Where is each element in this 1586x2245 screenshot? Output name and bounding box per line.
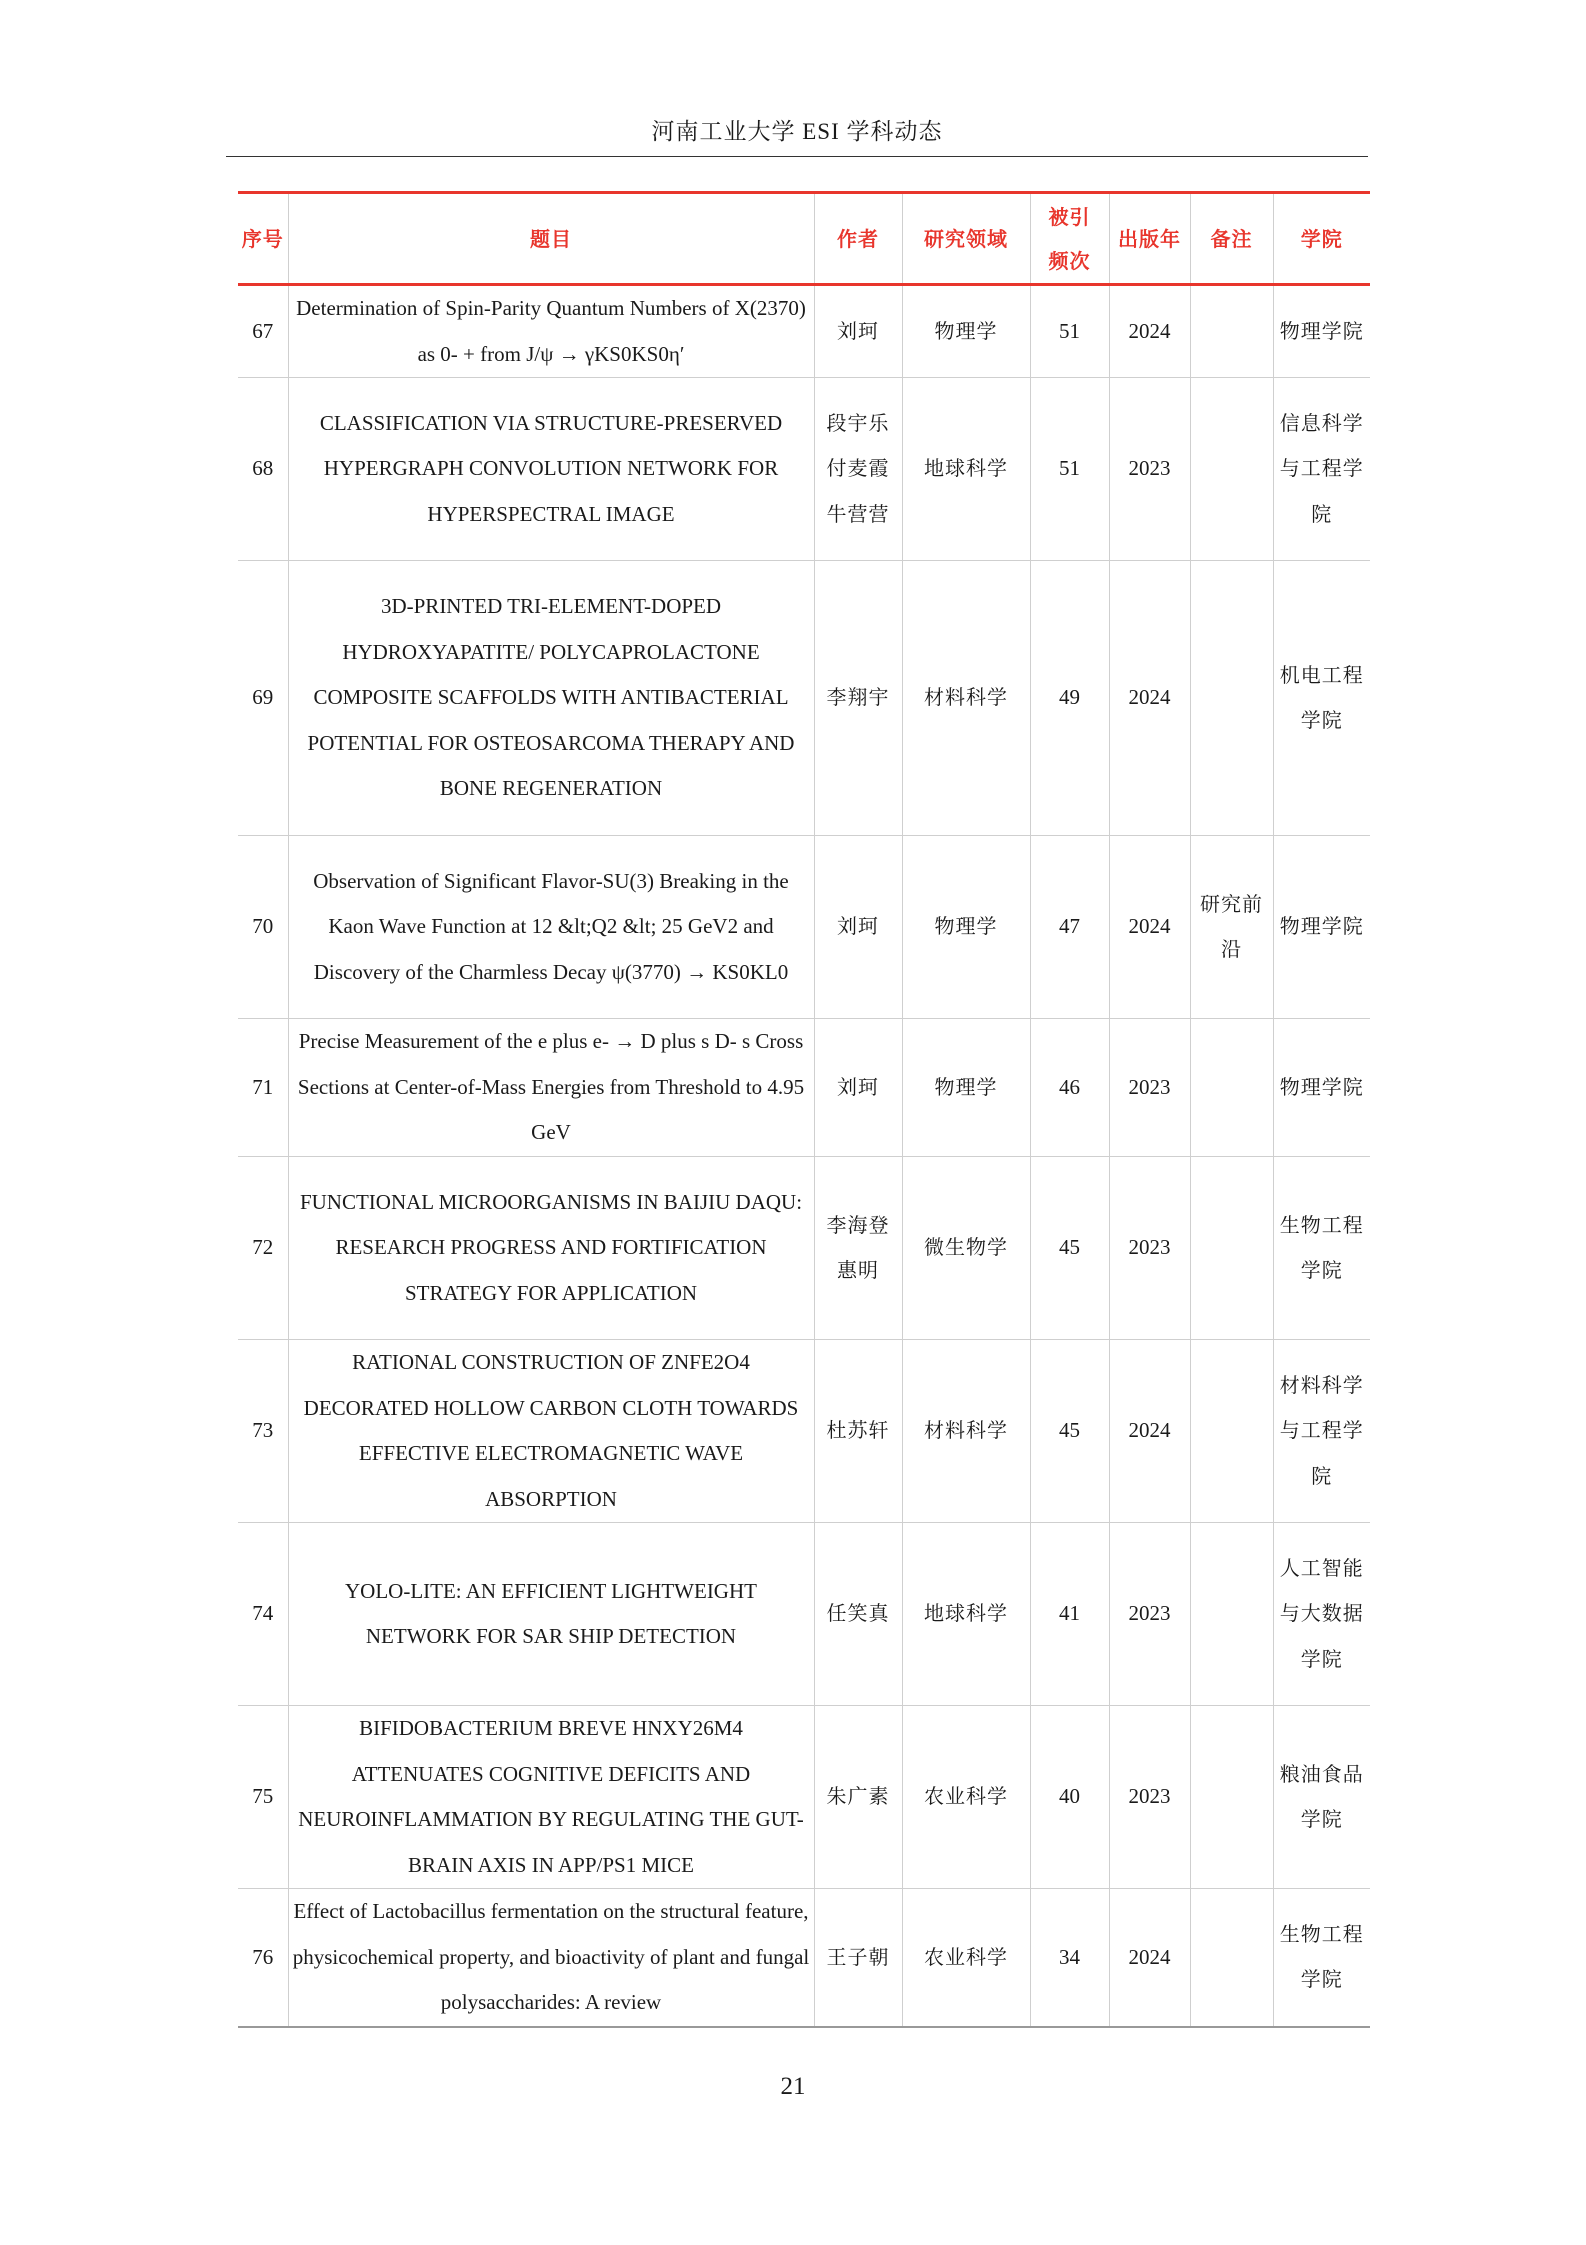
col-header-no: 序号	[241, 226, 284, 251]
cell-no: 75	[238, 1706, 288, 1889]
cell-author: 段宇乐 付麦霞 牛营营	[814, 378, 902, 561]
col-header-college: 学院	[1273, 193, 1370, 285]
table-row	[238, 1706, 1370, 1889]
cell-field: 农业科学	[902, 1889, 1030, 2027]
cell-title: FUNCTIONAL MICROORGANISMS IN BAIJIU DAQU: RESEARCH PROGRESS AND FORTIFICATION STRATEGY FOR APPLICATION	[288, 1157, 814, 1340]
col-header-cited-line2: 频次	[1048, 248, 1091, 273]
cell-college: 物理学院	[1273, 1019, 1370, 1157]
table-row	[238, 1340, 1370, 1523]
col-header-field: 研究领域	[902, 193, 1030, 285]
paper-table-container	[238, 191, 1370, 2028]
cell-field: 物理学	[902, 1019, 1030, 1157]
cell-cited: 40	[1030, 1706, 1109, 1889]
highly-cited-papers-table	[238, 191, 1370, 2028]
cell-author: 杜苏轩	[814, 1340, 902, 1523]
cell-title: Precise Measurement of the e plus e- → D plus s D- s Cross Sections at Center-of-Mass Energies from Threshold to 4.95 GeV	[288, 1019, 814, 1157]
cell-note	[1190, 1889, 1273, 2027]
cell-year: 2023	[1109, 1706, 1190, 1889]
cell-cited: 47	[1030, 836, 1109, 1019]
cell-author: 李海登 惠明	[814, 1157, 902, 1340]
cell-field: 材料科学	[902, 561, 1030, 836]
cell-author: 李翔宇	[814, 561, 902, 836]
cell-note	[1190, 378, 1273, 561]
cell-no: 71	[238, 1019, 288, 1157]
table-row	[238, 1523, 1370, 1706]
cell-year: 2023	[1109, 1019, 1190, 1157]
cell-college: 生物工程学院	[1273, 1157, 1370, 1340]
cell-cited: 34	[1030, 1889, 1109, 2027]
cell-note	[1190, 1157, 1273, 1340]
cell-college: 人工智能与大数据学院	[1273, 1523, 1370, 1706]
cell-field: 地球科学	[902, 378, 1030, 561]
col-header-year: 出版年	[1109, 193, 1190, 285]
cell-title: Observation of Significant Flavor-SU(3) Breaking in the Kaon Wave Function at 12 &lt;Q2 &lt; 25 GeV2 and Discovery of the Charmless Decay ψ(3770) → KS0KL0	[288, 836, 814, 1019]
cell-cited: 45	[1030, 1157, 1109, 1340]
cell-no: 68	[238, 378, 288, 561]
cell-college: 材料科学与工程学院	[1273, 1340, 1370, 1523]
cell-college: 物理学院	[1273, 285, 1370, 378]
cell-title: BIFIDOBACTERIUM BREVE HNXY26M4 ATTENUATES COGNITIVE DEFICITS AND NEUROINFLAMMATION BY REGULATING THE GUT-BRAIN AXIS IN APP/PS1 MICE	[288, 1706, 814, 1889]
table-header-row	[238, 193, 1370, 285]
cell-year: 2024	[1109, 1889, 1190, 2027]
cell-no: 70	[238, 836, 288, 1019]
cell-author: 刘珂	[814, 836, 902, 1019]
col-header-title: 题目	[288, 193, 814, 285]
col-header-note: 备注	[1190, 193, 1273, 285]
cell-college: 信息科学与工程学院	[1273, 378, 1370, 561]
cell-no: 73	[238, 1340, 288, 1523]
cell-author: 刘珂	[814, 1019, 902, 1157]
cell-year: 2024	[1109, 561, 1190, 836]
col-header-cited-line1: 被引	[1048, 204, 1091, 229]
cell-note: 研究前沿	[1190, 836, 1273, 1019]
cell-no: 74	[238, 1523, 288, 1706]
table-row	[238, 1019, 1370, 1157]
cell-note	[1190, 1019, 1273, 1157]
page-header	[226, 112, 1368, 157]
cell-cited: 49	[1030, 561, 1109, 836]
cell-title: RATIONAL CONSTRUCTION OF ZNFE2O4 DECORATED HOLLOW CARBON CLOTH TOWARDS EFFECTIVE ELECTROMAGNETIC WAVE ABSORPTION	[288, 1340, 814, 1523]
col-header-author: 作者	[814, 193, 902, 285]
cell-year: 2023	[1109, 1157, 1190, 1340]
cell-title: CLASSIFICATION VIA STRUCTURE-PRESERVED HYPERGRAPH CONVOLUTION NETWORK FOR HYPERSPECTRAL IMAGE	[288, 378, 814, 561]
cell-college: 机电工程学院	[1273, 561, 1370, 836]
col-header-cited	[1030, 193, 1109, 285]
cell-cited: 45	[1030, 1340, 1109, 1523]
cell-no: 67	[238, 285, 288, 378]
cell-no: 69	[238, 561, 288, 836]
cell-title: Effect of Lactobacillus fermentation on the structural feature, physicochemical property, and bioactivity of plant and fungal polysaccharides: A review	[288, 1889, 814, 2027]
cell-college: 粮油食品学院	[1273, 1706, 1370, 1889]
cell-author: 王子朝	[814, 1889, 902, 2027]
page-number: 21	[780, 2073, 806, 2100]
cell-cited: 41	[1030, 1523, 1109, 1706]
cell-note	[1190, 561, 1273, 836]
cell-cited: 51	[1030, 285, 1109, 378]
cell-field: 农业科学	[902, 1706, 1030, 1889]
cell-field: 材料科学	[902, 1340, 1030, 1523]
cell-cited: 51	[1030, 378, 1109, 561]
cell-field: 物理学	[902, 285, 1030, 378]
cell-no: 72	[238, 1157, 288, 1340]
table-row	[238, 1889, 1370, 2027]
cell-no: 76	[238, 1889, 288, 2027]
table-row	[238, 285, 1370, 378]
cell-year: 2023	[1109, 1523, 1190, 1706]
table-row	[238, 1157, 1370, 1340]
table-row	[238, 561, 1370, 836]
header-title: 河南工业大学 ESI 学科动态	[651, 119, 943, 144]
cell-author: 朱广素	[814, 1706, 902, 1889]
cell-college: 物理学院	[1273, 836, 1370, 1019]
cell-year: 2024	[1109, 285, 1190, 378]
cell-year: 2024	[1109, 836, 1190, 1019]
cell-cited: 46	[1030, 1019, 1109, 1157]
cell-field: 地球科学	[902, 1523, 1030, 1706]
cell-note	[1190, 1523, 1273, 1706]
cell-note	[1190, 285, 1273, 378]
cell-title: Determination of Spin-Parity Quantum Numbers of X(2370) as 0- + from J/ψ → γKS0KS0η′	[288, 285, 814, 378]
table-row	[238, 378, 1370, 561]
cell-note	[1190, 1706, 1273, 1889]
table-row	[238, 836, 1370, 1019]
cell-title: YOLO-LITE: AN EFFICIENT LIGHTWEIGHT NETWORK FOR SAR SHIP DETECTION	[288, 1523, 814, 1706]
cell-field: 微生物学	[902, 1157, 1030, 1340]
cell-year: 2023	[1109, 378, 1190, 561]
cell-title: 3D-PRINTED TRI-ELEMENT-DOPED HYDROXYAPATITE/ POLYCAPROLACTONE COMPOSITE SCAFFOLDS WITH ANTIBACTERIAL POTENTIAL FOR OSTEOSARCOMA THERAPY AND BONE REGENERATION	[288, 561, 814, 836]
cell-college: 生物工程学院	[1273, 1889, 1370, 2027]
cell-author: 任笑真	[814, 1523, 902, 1706]
cell-year: 2024	[1109, 1340, 1190, 1523]
cell-field: 物理学	[902, 836, 1030, 1019]
cell-note	[1190, 1340, 1273, 1523]
cell-author: 刘珂	[814, 285, 902, 378]
